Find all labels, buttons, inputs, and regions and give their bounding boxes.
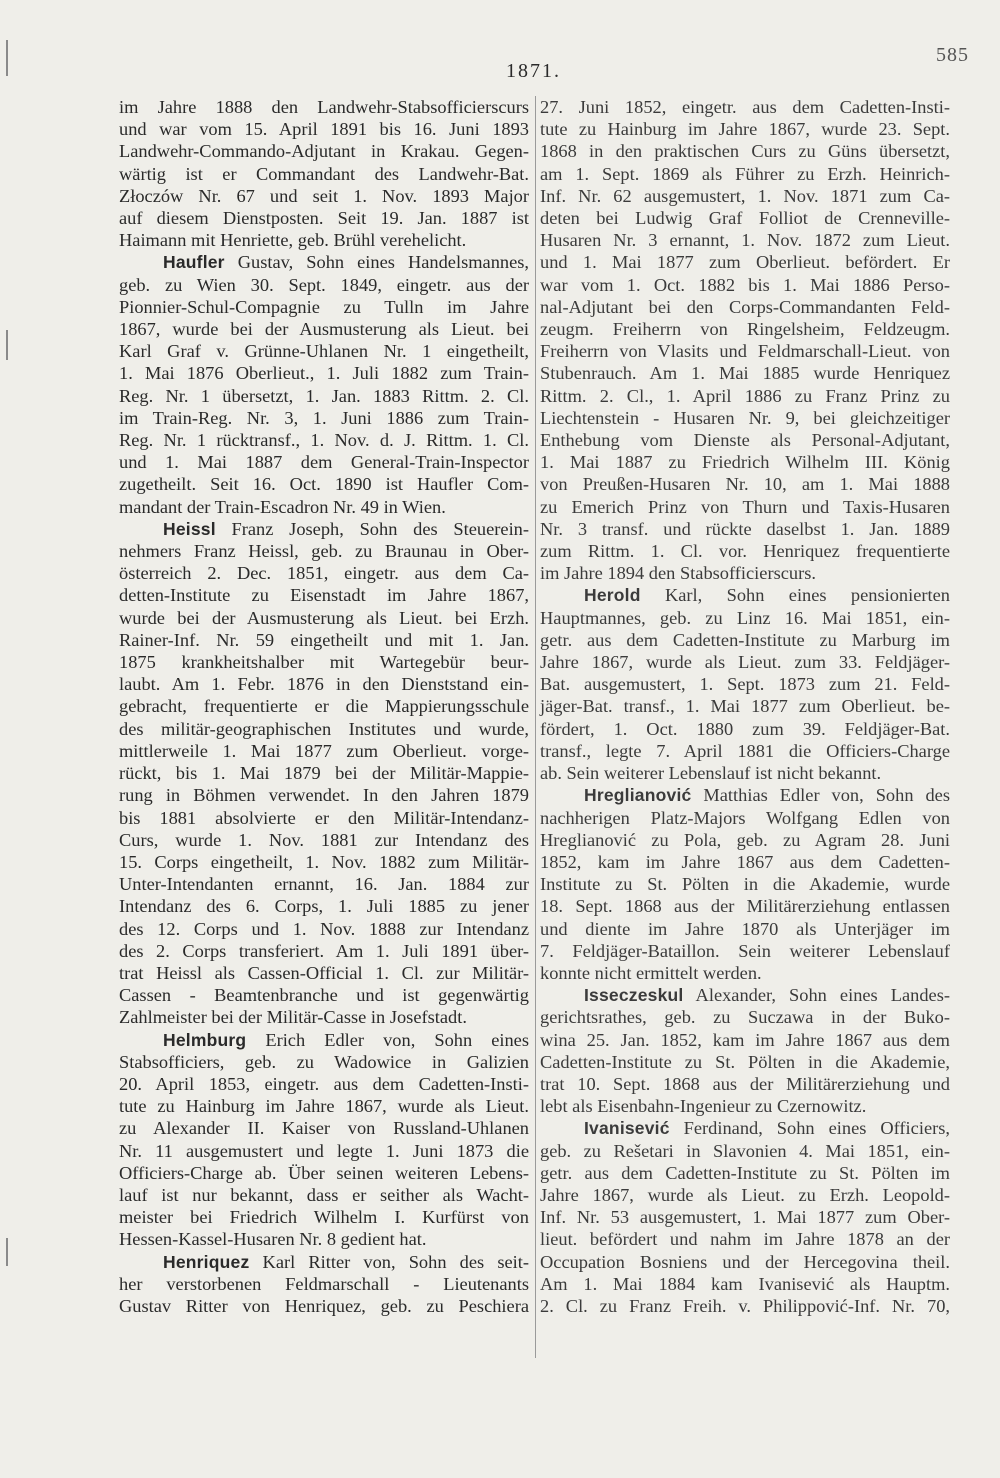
text-line xyxy=(119,1006,529,1028)
left-column xyxy=(119,96,529,1317)
text-line xyxy=(540,229,950,251)
text-line xyxy=(119,229,529,251)
text-line xyxy=(119,895,529,917)
text-line xyxy=(119,829,529,851)
line-text: detten-Institute zu Eisenstadt im Jahre 1867, xyxy=(119,585,529,606)
entry-first-line xyxy=(119,1029,529,1051)
text-line xyxy=(119,1162,529,1184)
line-text: zu Emerich Prinz von Thurn und Taxis-Husaren xyxy=(540,496,950,517)
line-text: zeugm. Freiherrn von Ringelsheim, Feldzeugm. xyxy=(540,319,950,340)
text-line xyxy=(540,207,950,229)
line-text: Rainer-Inf. Nr. 59 eingetheilt und mit 1. Jan. xyxy=(119,629,529,650)
page-number: 585 xyxy=(936,44,969,66)
line-text: 7. Feldjäger-Bataillon. Sein weiterer Lebenslauf xyxy=(540,940,950,961)
text-line xyxy=(540,918,950,940)
text-line xyxy=(119,718,529,740)
entry-first-line xyxy=(119,518,529,540)
line-text: bis 1881 absolvierte er den Militär-Intendanz- xyxy=(119,807,529,828)
text-line xyxy=(119,1051,529,1073)
text-line xyxy=(540,1228,950,1250)
line-text: im Jahre 1888 den Landwehr-Stabsofficierscurs xyxy=(119,97,529,117)
entry-first-line xyxy=(540,1117,950,1139)
text-line xyxy=(119,740,529,762)
text-line xyxy=(119,1073,529,1095)
line-text: rung in Böhmen verwendet. In den Jahren 1879 xyxy=(119,785,529,806)
line-text: Alexander, Sohn eines Landes- xyxy=(695,985,950,1006)
text-line xyxy=(119,274,529,296)
line-text: Karl Ritter von, Sohn des seit- xyxy=(262,1251,529,1272)
line-text: und diente im Jahre 1870 als Unterjäger im xyxy=(540,918,950,939)
line-text: Nr. 11 ausgemustert und legte 1. Juni 1873 die xyxy=(119,1140,529,1161)
line-text: Pionnier-Schul-Compagnie zu Tulln im Jahre xyxy=(119,296,529,317)
entry-first-line xyxy=(540,784,950,806)
text-line xyxy=(540,274,950,296)
text-line xyxy=(540,518,950,540)
text-line xyxy=(540,651,950,673)
right-column xyxy=(540,96,950,1317)
text-line xyxy=(119,562,529,584)
text-line xyxy=(540,340,950,362)
line-text: und 1. Mai 1887 dem General-Train-Inspector xyxy=(119,452,529,473)
line-text: 1. Mai 1887 zu Friedrich Wilhelm III. König xyxy=(540,452,950,473)
line-text: Officiers-Charge ab. Über seinen weiteren Lebens- xyxy=(119,1162,529,1183)
line-text: wurde bei der Ausmusterung als Lieut. bei Erzh. xyxy=(119,607,529,628)
line-text: des 12. Corps und 1. Nov. 1888 zur Intendanz xyxy=(119,918,529,939)
line-text: Złoczów Nr. 67 und seit 1. Nov. 1893 Major xyxy=(119,185,529,206)
line-text: nehmers Franz Heissl, geb. zu Braunau in Ober- xyxy=(119,541,529,562)
text-line xyxy=(540,251,950,273)
text-line xyxy=(540,385,950,407)
entry-surname: Haufler xyxy=(163,252,225,273)
text-line xyxy=(119,1140,529,1162)
text-line xyxy=(119,296,529,318)
text-line xyxy=(540,1095,950,1117)
line-text: Jahre 1867, wurde als Lieut. zum 33. Feldjäger- xyxy=(540,652,950,673)
text-line xyxy=(540,695,950,717)
line-text: getr. aus dem Cadetten-Institute zu St. Pölten im xyxy=(540,1162,950,1183)
text-line xyxy=(119,807,529,829)
text-line xyxy=(119,163,529,185)
entry-first-line xyxy=(119,251,529,273)
line-text: Landwehr-Commando-Adjutant in Krakau. Gegen- xyxy=(119,141,529,162)
line-text: 1. Mai 1876 Oberlieut., 1. Juli 1882 zum Train- xyxy=(119,363,529,384)
text-line xyxy=(119,1095,529,1117)
line-text: und 1. Mai 1877 zum Oberlieut. befördert. Er xyxy=(540,252,950,273)
line-text: des 2. Corps transferiert. Am 1. Juli 1891 über- xyxy=(119,940,529,961)
line-text: 2. Cl. zu Franz Freih. v. Philippović-Inf. Nr. 70, xyxy=(540,1295,950,1316)
line-text: am 1. Sept. 1869 als Führer zu Erzh. Heinrich- xyxy=(540,163,950,184)
line-text: ab. Sein weiterer Lebenslauf ist nicht bekannt. xyxy=(540,763,882,784)
text-line xyxy=(540,407,950,429)
text-line xyxy=(540,1073,950,1095)
line-text: gerichtsrathes, geb. zu Suczawa in der Buko- xyxy=(540,1007,950,1028)
text-line xyxy=(119,651,529,673)
text-line xyxy=(540,962,950,984)
text-line xyxy=(119,940,529,962)
line-text: geb. zu Rešetari in Slavonien 4. Mai 1851, ein- xyxy=(540,1140,950,1161)
text-line xyxy=(540,540,950,562)
line-text: tute zu Hainburg im Jahre 1867, wurde 23. Sept. xyxy=(540,119,950,140)
line-text: österreich 2. Dec. 1851, eingetr. aus dem Ca- xyxy=(119,563,529,584)
entry-surname: Heissl xyxy=(163,518,216,539)
line-text: Karl Graf v. Grünne-Uhlanen Nr. 1 eingetheilt, xyxy=(119,341,529,362)
line-text: tute zu Hainburg im Jahre 1867, wurde als Lieut. xyxy=(119,1096,529,1117)
text-line xyxy=(119,851,529,873)
text-line xyxy=(119,607,529,629)
line-text: Erich Edler von, Sohn eines xyxy=(265,1029,529,1050)
line-text: Haimann mit Henriette, geb. Brühl verehelicht. xyxy=(119,230,467,251)
line-text: des militär-geographischen Institutes und wurde, xyxy=(119,718,529,739)
text-line xyxy=(540,473,950,495)
text-line xyxy=(540,1295,950,1317)
line-text: Liechtenstein - Husaren Nr. 9, bei gleichzeitiger xyxy=(540,407,950,428)
line-text: mandant der Train-Escadron Nr. 49 in Wien. xyxy=(119,496,446,517)
text-line xyxy=(540,1273,950,1295)
text-line xyxy=(119,451,529,473)
text-line xyxy=(119,429,529,451)
line-text: meister bei Friedrich Wilhelm I. Kurfürst von xyxy=(119,1207,529,1228)
line-text: zum Rittm. 1. Cl. vor. Henriquez frequentierte xyxy=(540,541,950,562)
entry-surname: Isseczeskul xyxy=(584,985,684,1006)
line-text: von Preußen-Husaren Nr. 10, am 1. Mai 1888 xyxy=(540,474,950,495)
line-text: auf diesem Dienstposten. Seit 19. Jan. 1887 ist xyxy=(119,208,529,229)
text-line xyxy=(119,318,529,340)
text-line xyxy=(540,185,950,207)
text-line xyxy=(119,362,529,384)
text-line xyxy=(540,851,950,873)
text-line xyxy=(540,451,950,473)
text-line xyxy=(540,718,950,740)
line-text: getr. aus dem Cadetten-Institute zu Marburg im xyxy=(540,629,950,650)
line-text: Freiherrn von Vlasits und Feldmarschall-Lieut. von xyxy=(540,341,950,362)
text-line xyxy=(119,496,529,518)
text-line xyxy=(540,740,950,762)
text-line xyxy=(540,762,950,784)
line-text: konnte nicht ermittelt werden. xyxy=(540,962,762,983)
line-text: Stabsofficiers, geb. zu Wadowice in Galizien xyxy=(119,1051,529,1072)
text-line xyxy=(119,584,529,606)
text-line xyxy=(540,362,950,384)
text-line xyxy=(119,473,529,495)
text-line xyxy=(540,296,950,318)
entry-surname: Ivanisević xyxy=(584,1118,670,1139)
text-line xyxy=(119,140,529,162)
text-line xyxy=(119,118,529,140)
binding-edge-mark xyxy=(6,330,8,360)
entry-surname: Herold xyxy=(584,585,641,606)
line-text: gebracht, frequentierte er die Mappierungsschule xyxy=(119,696,529,717)
line-text: zu Alexander II. Kaiser von Russland-Uhlanen xyxy=(119,1118,529,1139)
text-line xyxy=(119,695,529,717)
line-text: im Jahre 1894 den Stabsofficierscurs. xyxy=(540,563,816,584)
text-line xyxy=(540,873,950,895)
line-text: Inf. Nr. 62 ausgemustert, 1. Nov. 1871 zum Ca- xyxy=(540,185,950,206)
line-text: Inf. Nr. 53 ausgemustert, 1. Mai 1877 zum Ober- xyxy=(540,1207,950,1228)
line-text: laubt. Am 1. Febr. 1876 in den Dienststand ein- xyxy=(119,674,529,695)
column-divider xyxy=(535,96,536,1358)
text-line xyxy=(119,207,529,229)
line-text: Ferdinand, Sohn eines Officiers, xyxy=(683,1118,950,1139)
text-line xyxy=(540,1051,950,1073)
text-line xyxy=(119,762,529,784)
line-text: Jahre 1867, wurde als Lieut. zu Erzh. Leopold- xyxy=(540,1184,950,1205)
text-line xyxy=(119,873,529,895)
line-text: trat 10. Sept. 1868 aus der Militärerziehung und xyxy=(540,1073,950,1094)
line-text: Occupation Bosniens und der Hercegovina theil. xyxy=(540,1251,950,1272)
line-text: trat Heissl als Cassen-Official 1. Cl. zur Militär- xyxy=(119,962,529,983)
text-line xyxy=(540,163,950,185)
line-text: Karl, Sohn eines pensionierten xyxy=(664,585,950,606)
line-text: her verstorbenen Feldmarschall - Lieutenants xyxy=(119,1273,529,1294)
text-line xyxy=(119,1184,529,1206)
line-text: rückt, bis 1. Mai 1879 bei der Militär-Mappie- xyxy=(119,763,529,784)
text-line xyxy=(540,318,950,340)
line-text: Hessen-Kassel-Husaren Nr. 8 gedient hat. xyxy=(119,1229,427,1250)
text-line xyxy=(119,540,529,562)
text-line xyxy=(540,807,950,829)
text-line xyxy=(540,140,950,162)
line-text: Enthebung vom Dienste als Personal-Adjutant, xyxy=(540,430,950,451)
line-text: lauf ist nur bekannt, dass er seither als Wacht- xyxy=(119,1184,529,1205)
binding-edge-mark xyxy=(6,40,8,76)
line-text: wina 25. Jan. 1852, kam im Jahre 1867 aus dem xyxy=(540,1029,950,1050)
text-line xyxy=(540,1206,950,1228)
line-text: lebt als Eisenbahn-Ingenieur zu Czernowitz. xyxy=(540,1096,867,1117)
line-text: Husaren Nr. 3 ernannt, 1. Nov. 1872 zum Lieut. xyxy=(540,230,950,251)
line-text: Stubenrauch. Am 1. Mai 1885 wurde Henriquez xyxy=(540,363,950,384)
text-line xyxy=(119,918,529,940)
text-line xyxy=(540,118,950,140)
line-text: 1867, wurde bei der Ausmusterung als Lieut. bei xyxy=(119,319,529,340)
line-text: Bat. ausgemustert, 1. Sept. 1873 zum 21. Feld- xyxy=(540,674,950,695)
line-text: Am 1. Mai 1884 kam Ivanisević als Hauptm. xyxy=(540,1273,950,1294)
line-text: Hreglianović zu Pola, geb. zu Agram 28. Juni xyxy=(540,829,950,850)
line-text: Reg. Nr. 1 rücktransf., 1. Nov. d. J. Rittm. 1. Cl. xyxy=(119,430,529,451)
line-text: Hauptmannes, geb. zu Linz 16. Mai 1851, ein- xyxy=(540,607,950,628)
line-text: geb. zu Wien 30. Sept. 1849, eingetr. aus der xyxy=(119,274,529,295)
line-text: Franz Joseph, Sohn des Steuerein- xyxy=(231,518,529,539)
text-line xyxy=(119,407,529,429)
text-line xyxy=(119,185,529,207)
line-text: nachherigen Platz-Majors Wolfgang Edlen von xyxy=(540,807,950,828)
text-line xyxy=(119,340,529,362)
running-header-year: 1871. xyxy=(506,60,561,82)
text-line xyxy=(119,1117,529,1139)
line-text: Unter-Intendanten ernannt, 16. Jan. 1884 zur xyxy=(119,874,529,895)
text-line xyxy=(119,1273,529,1295)
text-line xyxy=(540,496,950,518)
line-text: Intendanz des 6. Corps, 1. Juli 1885 zu jener xyxy=(119,896,529,917)
text-line xyxy=(540,562,950,584)
text-line xyxy=(119,1206,529,1228)
line-text: zugetheilt. Seit 16. Oct. 1890 ist Haufler Com- xyxy=(119,474,529,495)
line-text: lieut. befördert und nahm im Jahre 1878 an der xyxy=(540,1229,950,1250)
text-line xyxy=(540,429,950,451)
line-text: und war vom 15. April 1891 bis 16. Juni 1893 xyxy=(119,119,529,140)
text-line xyxy=(540,895,950,917)
line-text: Gustav, Sohn eines Handelsmannes, xyxy=(237,252,529,273)
line-text: nal-Adjutant bei den Corps-Commandanten Feld- xyxy=(540,296,950,317)
text-line xyxy=(119,629,529,651)
entry-surname: Helmburg xyxy=(163,1029,247,1050)
text-line xyxy=(540,1029,950,1051)
line-text: fördert, 1. Oct. 1880 zum 39. Feldjäger-Bat. xyxy=(540,718,950,739)
entry-first-line xyxy=(540,584,950,606)
text-line xyxy=(119,1295,529,1317)
line-text: Nr. 3 transf. und rückte daselbst 1. Jan. 1889 xyxy=(540,518,950,539)
line-text: war vom 1. Oct. 1882 bis 1. Mai 1886 Perso- xyxy=(540,274,950,295)
text-line xyxy=(119,96,529,118)
line-text: Cadetten-Institute zu St. Pölten in die Akademie, xyxy=(540,1051,950,1072)
text-line xyxy=(540,829,950,851)
line-text: 1868 in den praktischen Curs zu Güns übersetzt, xyxy=(540,141,950,162)
line-text: 1852, kam im Jahre 1867 aus dem Cadetten- xyxy=(540,851,950,872)
text-line xyxy=(540,1162,950,1184)
text-line xyxy=(119,984,529,1006)
line-text: transf., legte 7. April 1881 die Officiers-Charge xyxy=(540,740,950,761)
line-text: Curs, wurde 1. Nov. 1881 zur Intendanz des xyxy=(119,829,529,850)
line-text: Institute zu St. Pölten in die Akademie, wurde xyxy=(540,874,950,895)
line-text: 27. Juni 1852, eingetr. aus dem Cadetten-Insti- xyxy=(540,97,950,117)
text-line xyxy=(540,607,950,629)
line-text: wärtig ist er Commandant des Landwehr-Bat. xyxy=(119,163,529,184)
line-text: Gustav Ritter von Henriquez, geb. zu Peschiera xyxy=(119,1295,529,1316)
line-text: 18. Sept. 1868 aus der Militärerziehung entlassen xyxy=(540,896,950,917)
line-text: 20. April 1853, eingetr. aus dem Cadetten-Insti- xyxy=(119,1073,529,1094)
entry-first-line xyxy=(540,984,950,1006)
line-text: Cassen - Beamtenbranche und ist gegenwärtig xyxy=(119,985,529,1006)
text-line xyxy=(119,962,529,984)
text-line xyxy=(540,96,950,118)
text-line xyxy=(119,673,529,695)
text-line xyxy=(540,673,950,695)
line-text: deten bei Ludwig Graf Folliot de Crenneville- xyxy=(540,208,950,229)
line-text: Matthias Edler von, Sohn des xyxy=(703,785,950,806)
line-text: Rittm. 2. Cl., 1. April 1886 zu Franz Prinz zu xyxy=(540,385,950,406)
text-line xyxy=(540,1184,950,1206)
text-line xyxy=(119,784,529,806)
entry-surname: Henriquez xyxy=(163,1251,250,1272)
text-line xyxy=(540,940,950,962)
entry-first-line xyxy=(119,1251,529,1273)
line-text: im Train-Reg. Nr. 3, 1. Juni 1886 zum Train- xyxy=(119,407,529,428)
line-text: jäger-Bat. transf., 1. Mai 1877 zum Oberlieut. be- xyxy=(540,696,950,717)
text-line xyxy=(119,385,529,407)
text-line xyxy=(540,629,950,651)
text-line xyxy=(119,1228,529,1250)
line-text: Zahlmeister bei der Militär-Casse in Josefstadt. xyxy=(119,1007,467,1028)
binding-edge-mark xyxy=(6,1238,8,1266)
entry-surname: Hreglianović xyxy=(584,785,692,806)
line-text: 1875 krankheitshalber mit Wartegebür beur- xyxy=(119,652,529,673)
text-line xyxy=(540,1140,950,1162)
text-line xyxy=(540,1251,950,1273)
line-text: mittlerweile 1. Mai 1877 zum Oberlieut. vorge- xyxy=(119,740,529,761)
text-line xyxy=(540,1006,950,1028)
line-text: 15. Corps eingetheilt, 1. Nov. 1882 zum Militär- xyxy=(119,851,529,872)
line-text: Reg. Nr. 1 übersetzt, 1. Jan. 1883 Rittm. 2. Cl. xyxy=(119,385,529,406)
